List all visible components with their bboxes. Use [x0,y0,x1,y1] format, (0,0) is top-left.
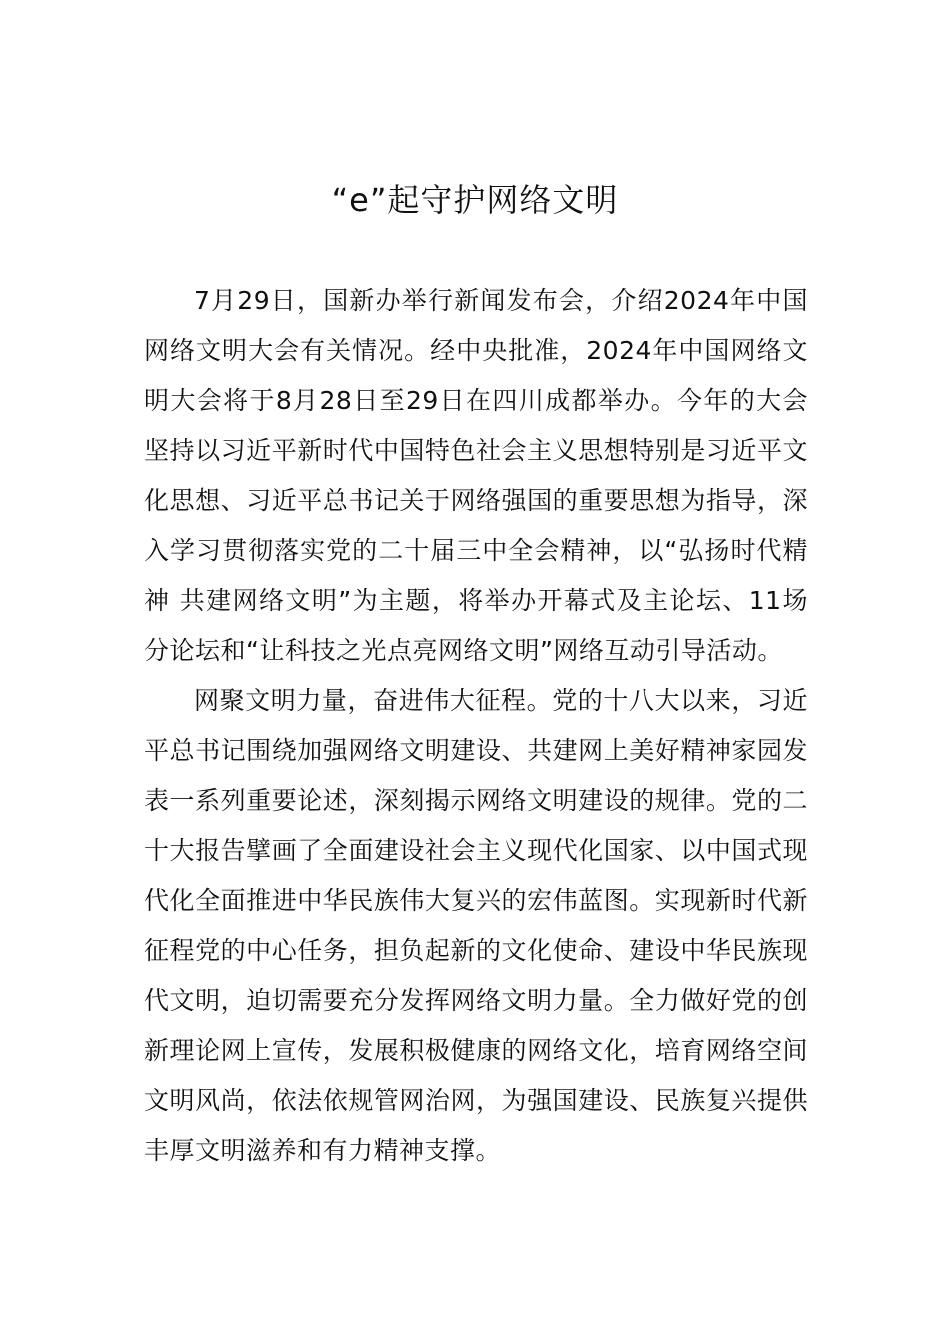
paragraph-2: 网聚文明力量，奋进伟大征程。党的十八大以来，习近平总书记围绕加强网络文明建设、共建网上美好精神家园发表一系列重要论述，深刻揭示网络文明建设的规律。党的二十大报告擘画了全面建设社会主义现代化国家、以中国式现代化全面推进中华民族伟大复兴的宏伟蓝图。实现新时代新征程党的中心任务，担负起新的文化使命、建设中华民族现代文明，迫切需要充分发挥网络文明力量。全力做好党的创新理论网上宣传，发展积极健康的网络文化，培育网络空间文明风尚，依法依规管网治网，为强国建设、民族复兴提供丰厚文明滋养和有力精神支撑。 [144,686,808,1165]
paragraph-1: 7月29日，国新办举行新闻发布会，介绍2024年中国网络文明大会有关情况。经中央批准，2024年中国网络文明大会将于8月28日至29日在四川成都举办。今年的大会坚持以习近平新时代中国特色社会主义思想特别是习近平文化思想、习近平总书记关于网络强国的重要思想为指导，深入学习贯彻落实党的二十届三中全会精神，以“弘扬时代精神 共建网络文明”为主题，将举办开幕式及主论坛、11场分论坛和“让科技之光点亮网络文明”网络互动引导活动。 [144,286,808,665]
document-body [144,276,808,1176]
document-title: “e”起守护网络文明 [331,181,619,219]
